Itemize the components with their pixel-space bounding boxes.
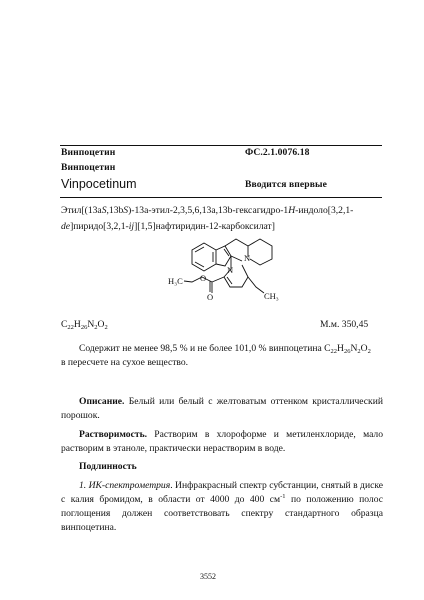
solubility-label: Растворимость. (79, 429, 148, 440)
content-line-1: Содержит не менее 98,5 % и не более 101,0 % винпоцетина $C_{22}H_{26}N_2O_2$ (79, 343, 371, 355)
atom-o-ester: O (200, 273, 207, 283)
title-ru-1: Винпоцетин (61, 147, 116, 158)
atom-o-carbonyl: O (207, 292, 214, 302)
ethyl-ester-label: H₃C (168, 276, 183, 286)
atom-n-piperidine: N (244, 253, 251, 263)
header-bottom-rule (60, 197, 382, 198)
structural-formula (164, 237, 294, 315)
introduced-note: Вводится впервые (245, 179, 327, 190)
description-text: Белый или белый с желтоватым оттенком кристаллический порошок. (61, 396, 383, 421)
ir-paragraph: 1. ИК-спектрометрия. Инфракрасный спектр субстанции, снятый в диске с калия бромидом, в области от 4000 до 400 $см^{-1}$ по положению полос поглощения должен соответствовать спектру стандартного образца винпоцетина. (61, 480, 384, 533)
content-line-2: в пересчете на сухое вещество. (61, 357, 189, 368)
title-ru-2: Винпоцетин (61, 162, 116, 173)
authenticity-heading: Подлинность (79, 461, 137, 472)
title-latin: Vinpocetinum (61, 177, 137, 191)
molecular-mass: М.м. 350,45 (320, 319, 369, 330)
description-label: Описание. (79, 396, 125, 407)
solubility-text: Растворим в хлороформе и метиленхлориде, мало растворим в этаноле, практически нерастворим в воде. (61, 429, 383, 454)
header-top-rule (60, 145, 382, 146)
molecular-formula: $C_{22}H_{26}N_2O_2$ (61, 319, 108, 331)
content-paragraph (61, 342, 383, 370)
chemical-name-line-1: Этил[(13aS,13bS)-13a-этил-2,3,5,6,13a,13b-гексагидро-1H-индоло[3,2,1- (61, 205, 354, 216)
atom-n-indole: N (227, 265, 234, 275)
chemical-name-line-2: de]пиридо[3,2,1-ij][1,5]нафтиридин-12-карбоксилат] (61, 221, 275, 232)
page-number: 3552 (200, 572, 216, 581)
ir-label: 1. ИК-спектрометрия (79, 480, 171, 491)
solubility-paragraph (61, 428, 383, 456)
chemical-name (61, 203, 383, 235)
monograph-code: ФС.2.1.0076.18 (245, 147, 310, 158)
description-paragraph (61, 395, 383, 423)
ethyl-side-label: CH₃ (264, 291, 279, 301)
